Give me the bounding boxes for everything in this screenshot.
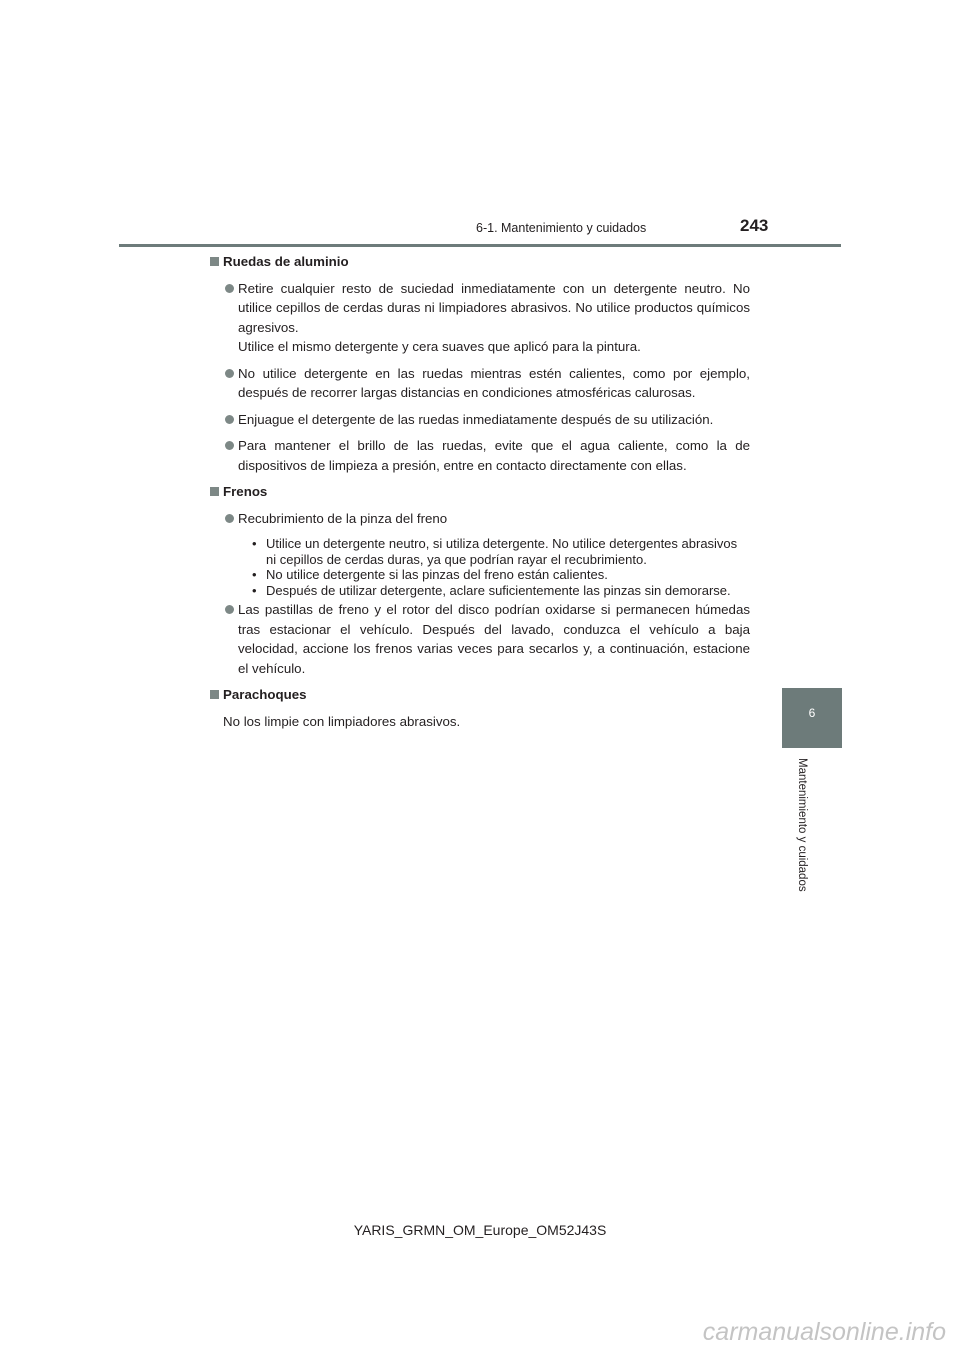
- header-rule: [119, 244, 841, 247]
- chapter-tab: [782, 688, 842, 748]
- chapter-number: 6: [808, 706, 816, 720]
- bullet-text: Enjuague el detergente de las ruedas inmediatamente después de su utilización.: [238, 411, 714, 427]
- bullet-item: [210, 509, 750, 529]
- sub-item-text: No utilice detergente si las pinzas del freno están calientes.: [266, 567, 608, 582]
- sub-list: [210, 536, 750, 598]
- round-bullet-icon: [225, 605, 234, 614]
- section-title: Ruedas de aluminio: [223, 254, 349, 269]
- sub-item-text: Después de utilizar detergente, aclare suficientemente las pinzas sin demorarse.: [266, 582, 731, 598]
- bullet-item: [210, 364, 750, 403]
- bullet-text: Recubrimiento de la pinza del freno: [238, 510, 448, 526]
- dot-marker: •: [252, 567, 257, 582]
- bullet-text: Las pastillas de freno y el rotor del disco podrían oxidarse si permanecen húmedas tras estacionar el vehículo. Después del lavado, conduzca el vehículo a baja velocidad, accione los frenos varias veces para secarlos y, a continuación, estacione el vehículo.: [238, 602, 750, 676]
- bullet-item: [210, 600, 750, 678]
- sub-item: [252, 567, 750, 583]
- bullet-text: Para mantener el brillo de las ruedas, evite que el agua caliente, como la de dispositivos de limpieza a presión, entre en contacto directamente con ellas.: [238, 438, 750, 473]
- round-bullet-icon: [225, 441, 234, 450]
- section-text: No los limpie con limpiadores abrasivos.: [223, 713, 461, 729]
- page-number: 243: [740, 216, 769, 235]
- watermark: carmanualsonline.info: [702, 1318, 946, 1346]
- sub-item: [252, 536, 750, 567]
- bullet-item: [210, 279, 750, 357]
- round-bullet-icon: [225, 284, 234, 293]
- section-title: Parachoques: [223, 687, 307, 702]
- bullet-text: Utilice el mismo detergente y cera suaves que aplicó para la pintura.: [238, 339, 641, 354]
- round-bullet-icon: [225, 415, 234, 424]
- bullet-text: No utilice detergente en las ruedas mientras estén calientes, como por ejemplo, después de recorrer largas distancias en condiciones atmosféricas calurosas.: [238, 365, 750, 400]
- dot-marker: •: [252, 582, 257, 598]
- square-bullet-icon: [210, 690, 219, 699]
- section-heading-ruedas: [210, 252, 750, 272]
- round-bullet-icon: [225, 369, 234, 378]
- bullet-item: [210, 436, 750, 475]
- document-code: YARIS_GRMN_OM_Europe_OM52J43S: [353, 1222, 607, 1238]
- sub-item: [252, 583, 750, 599]
- sub-item-text: Utilice un detergente neutro, si utiliza detergente. No utilice detergentes abrasivos ni cepillos de cerdas duras, ya que podrían rayar el recubrimiento.: [266, 536, 738, 567]
- section-heading-frenos: [210, 482, 750, 502]
- bullet-item: [210, 410, 750, 430]
- section-title: Frenos: [223, 484, 268, 499]
- square-bullet-icon: [210, 487, 219, 496]
- section-heading-parachoques: [210, 685, 750, 705]
- header-section-title: 6-1. Mantenimiento y cuidados: [476, 221, 647, 235]
- round-bullet-icon: [225, 514, 234, 523]
- dot-marker: •: [252, 536, 257, 551]
- chapter-side-label: Mantenimiento y cuidados: [796, 758, 808, 892]
- square-bullet-icon: [210, 257, 219, 266]
- bullet-text: Retire cualquier resto de suciedad inmediatamente con un detergente neutro. No utilice cepillos de cerdas duras ni limpiadores abrasivos. No utilice productos químicos agresivos.: [238, 280, 750, 335]
- page-content: [210, 252, 750, 738]
